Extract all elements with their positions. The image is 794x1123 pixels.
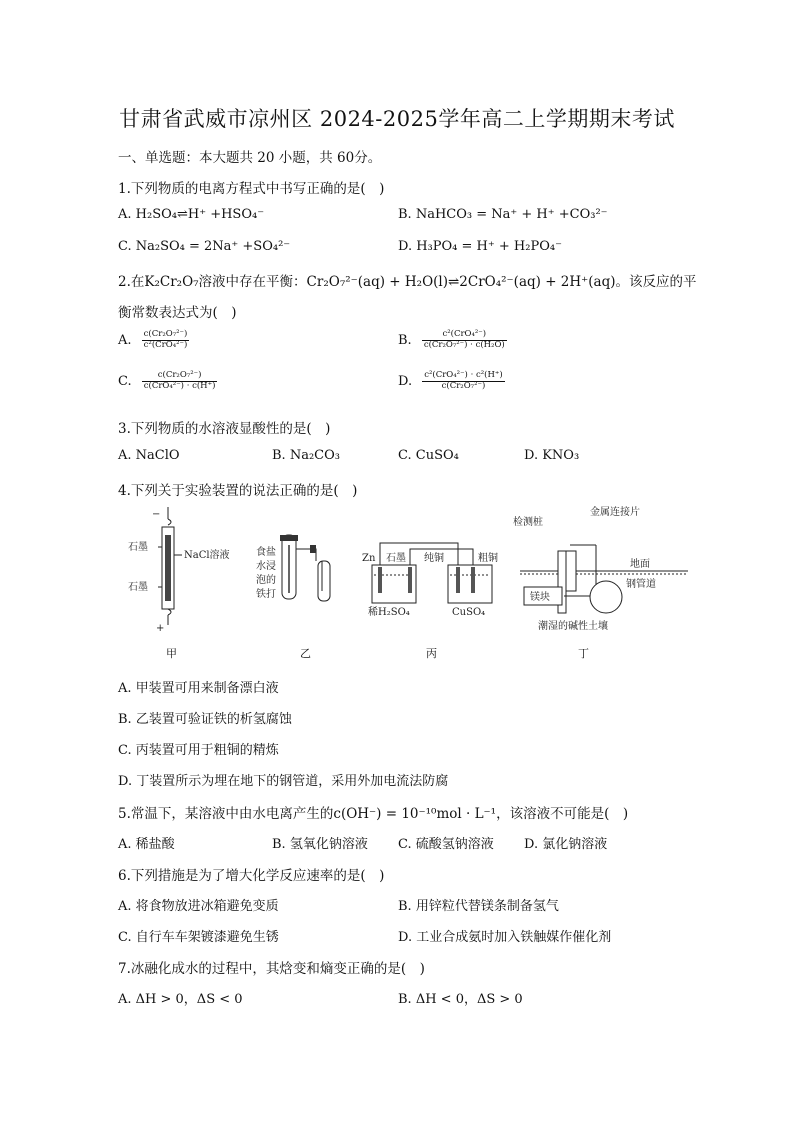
numerator: c²(CrO₄²⁻) · c²(H⁺) [424, 370, 503, 380]
option-label: B. [398, 332, 412, 348]
q5-option-b[interactable]: B. 氢氧化钠溶液 [272, 837, 368, 852]
ding-test-post: 检测桩 [513, 517, 543, 528]
bing-dilute-h2so4: 稀H₂SO₄ [368, 607, 410, 618]
q2-option-a[interactable] [118, 330, 189, 351]
denominator: c(CrO₄²⁻) · c(H⁺) [143, 380, 216, 391]
denominator: c²(CrO₄²⁻) [143, 339, 188, 350]
q6-option-b[interactable]: B. 用锌粒代替镁条制备氢气 [398, 899, 559, 914]
apparatus-bing [362, 543, 498, 618]
ding-soil: 潮湿的碱性土壤 [538, 621, 608, 632]
ding-metal-connector: 金属连接片 [590, 507, 640, 518]
q5-option-c[interactable]: C. 硫酸氢钠溶液 [398, 837, 494, 852]
question-1-stem: 1.下列物质的电离方程式中书写正确的是( ) [118, 181, 385, 197]
caption-bing: 丙 [426, 647, 437, 660]
fraction [422, 330, 507, 351]
jia-graphite-bottom: 石墨 [128, 582, 148, 593]
q6-option-c[interactable]: C. 自行车车架镀漆避免生锈 [118, 930, 279, 945]
numerator: c(Cr₂O₇²⁻) [142, 371, 218, 382]
q1-option-d[interactable]: D. H₃PO₄ = H⁺ + H₂PO₄⁻ [398, 239, 562, 254]
q1-option-c[interactable]: C. Na₂SO₄ = 2Na⁺ +SO₄²⁻ [118, 239, 291, 254]
apparatus-jia [128, 507, 230, 634]
q3-option-c[interactable]: C. CuSO₄ [398, 448, 459, 463]
q5-option-d[interactable]: D. 氯化钠溶液 [524, 837, 608, 852]
denominator: c(Cr₂O₇²⁻) [441, 380, 486, 391]
yi-label-4: 铁打 [256, 589, 276, 600]
q7-option-b[interactable]: B. ΔH < 0，ΔS > 0 [398, 992, 523, 1007]
apparatus-figure [118, 505, 688, 655]
option-label: C. [118, 373, 132, 389]
jia-minus: − [152, 509, 161, 520]
apparatus-ding [513, 505, 688, 632]
numerator: c(Cr₂O₇²⁻) [143, 329, 188, 339]
jia-plus: + [156, 623, 165, 634]
question-2-stem-line2: 衡常数表达式为( ) [118, 305, 237, 321]
q2-option-c[interactable] [118, 371, 217, 392]
q7-option-a[interactable]: A. ΔH > 0，ΔS < 0 [118, 992, 243, 1007]
q6-option-a[interactable]: A. 将食物放进冰箱避免变质 [118, 899, 279, 914]
fraction [142, 330, 190, 351]
q4-option-d[interactable]: D. 丁装置所示为埋在地下的钢管道，采用外加电流法防腐 [118, 774, 449, 789]
q4-option-b[interactable]: B. 乙装置可验证铁的析氢腐蚀 [118, 712, 292, 727]
q6-option-d[interactable]: D. 工业合成氨时加入铁触媒作催化剂 [398, 930, 612, 945]
q3-option-d[interactable]: D. KNO₃ [524, 448, 580, 463]
bing-graphite: 石墨 [386, 553, 406, 564]
ding-ground: 地面 [630, 559, 650, 570]
q4-option-a[interactable]: A. 甲装置可用来制备漂白液 [118, 681, 279, 696]
q5-option-a[interactable]: A. 稀盐酸 [118, 837, 175, 852]
q1-option-b[interactable]: B. NaHCO₃ = Na⁺ + H⁺ +CO₃²⁻ [398, 207, 608, 222]
apparatus-yi [256, 535, 330, 601]
caption-ding: 丁 [578, 647, 589, 660]
bing-cuso4: CuSO₄ [452, 607, 486, 618]
question-6-stem: 6.下列措施是为了增大化学反应速率的是( ) [118, 868, 385, 884]
yi-label-1: 食盐 [256, 547, 276, 558]
q2-option-d[interactable] [398, 371, 505, 392]
q1-option-a[interactable]: A. H₂SO₄⇌H⁺ +HSO₄⁻ [118, 207, 265, 222]
question-5-stem: 5.常温下，某溶液中由水电离产生的c(OH⁻) = 10⁻¹⁰mol · L⁻¹，该溶液不可能是( ) [118, 806, 629, 822]
question-4-stem: 4.下列关于实验装置的说法正确的是( ) [118, 483, 358, 499]
bing-crude-cu: 粗铜 [478, 553, 498, 564]
jia-graphite-top: 石墨 [128, 542, 148, 553]
question-2-stem-line1: 2.在K₂Cr₂O₇溶液中存在平衡：Cr₂O₇²⁻(aq) + H₂O(l)⇌2CrO₄²⁻(aq) + 2H⁺(aq)。该反应的平 [118, 274, 697, 290]
ding-steel-pipe: 钢管道 [626, 579, 656, 590]
fraction [422, 371, 504, 392]
bing-zn: Zn [362, 553, 376, 564]
q3-option-a[interactable]: A. NaClO [118, 448, 180, 463]
ding-mg-block: 镁块 [530, 592, 550, 603]
page-title: 甘肃省武威市凉州区 2024-2025学年高二上学期期末考试 [119, 107, 675, 131]
caption-jia: 甲 [166, 647, 177, 660]
q3-option-b[interactable]: B. Na₂CO₃ [272, 448, 340, 463]
yi-label-2: 水浸 [256, 561, 276, 572]
fraction [142, 371, 218, 392]
q4-option-c[interactable]: C. 丙装置可用于粗铜的精炼 [118, 743, 279, 758]
option-label: D. [398, 373, 413, 389]
section-heading: 一、单选题：本大题共 20 小题，共 60分。 [118, 150, 382, 166]
bing-pure-cu: 纯铜 [424, 553, 444, 564]
jia-nacl-label: NaCl溶液 [184, 550, 230, 561]
option-label: A. [118, 332, 132, 348]
question-7-stem: 7.冰融化成水的过程中，其焓变和熵变正确的是( ) [118, 961, 425, 977]
question-3-stem: 3.下列物质的水溶液显酸性的是( ) [118, 421, 331, 437]
q2-option-b[interactable] [398, 330, 507, 351]
denominator: c(Cr₂O₇²⁻) · c(H₂O) [423, 339, 505, 350]
numerator: c²(CrO₄²⁻) [422, 330, 507, 341]
yi-label-3: 泡的 [256, 575, 276, 586]
caption-yi: 乙 [300, 647, 311, 660]
